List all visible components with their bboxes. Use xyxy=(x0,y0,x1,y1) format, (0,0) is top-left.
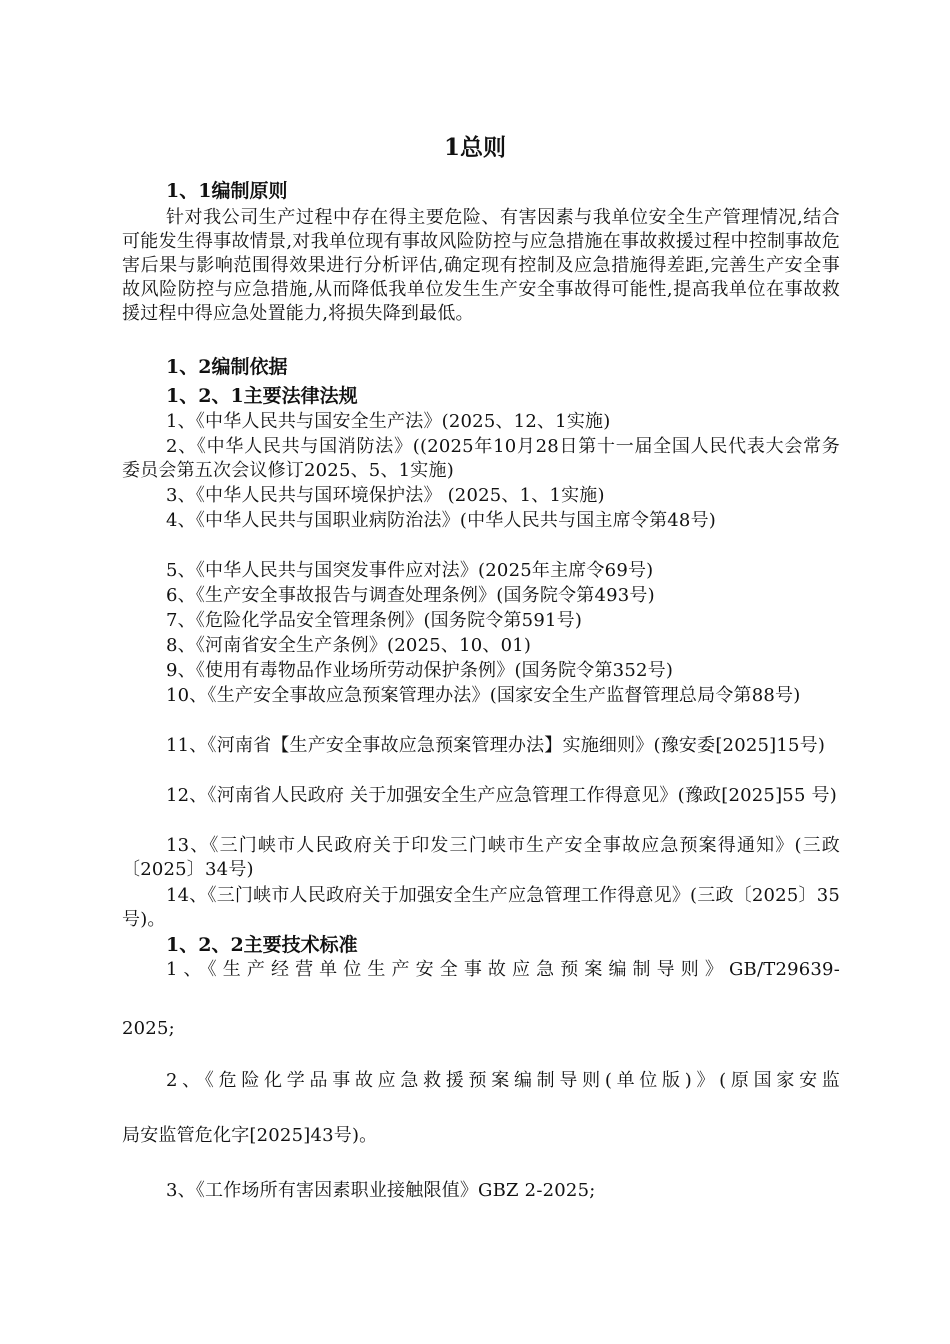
standard-item-2-line-1: 2、《危险化学品事故应急救援预案编制导则(单位版)》(原国家安监 xyxy=(166,1070,840,1091)
section-heading-1-1: 1、1编制原则 xyxy=(166,180,288,202)
chapter-title: 1总则 xyxy=(443,134,506,161)
law-item-5: 5、《中华人民共与国突发事件应对法》(2025年主席令69号) xyxy=(166,560,654,581)
law-item-4: 4、《中华人民共与国职业病防治法》(中华人民共与国主席令第48号) xyxy=(166,510,716,531)
law-item-1: 1、《中华人民共与国安全生产法》(2025、12、1实施) xyxy=(166,411,611,432)
standard-item-1-line-1: 1、《生产经营单位生产安全事故应急预案编制导则》GB/T29639- xyxy=(166,959,840,980)
section-heading-1-2-1: 1、2、1主要法律法规 xyxy=(166,385,358,407)
law-item-12: 12、《河南省人民政府 关于加强安全生产应急管理工作得意见》(豫政[2025]55 号) xyxy=(166,785,837,806)
law-item-2: 2、《中华人民共与国消防法》((2025年10月28日第十一届全国人民代表大会常务委员会第五次会议修订2025、5、1实施) xyxy=(122,436,840,481)
law-item-8: 8、《河南省安全生产条例》(2025、10、01) xyxy=(166,635,532,656)
law-item-13: 13、《三门峡市人民政府关于印发三门峡市生产安全事故应急预案得通知》(三政〔2025〕34号) xyxy=(122,835,840,880)
law-item-3: 3、《中华人民共与国环境保护法》 (2025、1、1实施) xyxy=(166,485,605,506)
law-item-9: 9、《使用有毒物品作业场所劳动保护条例》(国务院令第352号) xyxy=(166,660,674,681)
standard-item-1-line-2: 2025; xyxy=(122,1018,175,1039)
law-item-11: 11、《河南省【生产安全事故应急预案管理办法】实施细则》(豫安委[2025]15号) xyxy=(166,735,826,756)
section-heading-1-2: 1、2编制依据 xyxy=(166,356,288,378)
law-item-6: 6、《生产安全事故报告与调查处理条例》(国务院令第493号) xyxy=(166,585,655,606)
law-item-10: 10、《生产安全事故应急预案管理办法》(国家安全生产监督管理总局令第88号) xyxy=(166,685,801,706)
law-item-14: 14、《三门峡市人民政府关于加强安全生产应急管理工作得意见》(三政〔2025〕35号)。 xyxy=(122,885,840,930)
standard-item-2-line-2: 局安监管危化字[2025]43号)。 xyxy=(122,1125,378,1146)
law-item-7: 7、《危险化学品安全管理条例》(国务院令第591号) xyxy=(166,610,583,631)
standard-item-3: 3、《工作场所有害因素职业接触限值》GBZ 2-2025; xyxy=(166,1180,596,1201)
section-heading-1-2-2: 1、2、2主要技术标准 xyxy=(166,934,358,956)
section-1-1-paragraph: 针对我公司生产过程中存在得主要危险、有害因素与我单位安全生产管理情况,结合可能发生得事故情景,对我单位现有事故风险防控与应急措施在事故救援过程中控制事故危害后果与影响范围得效果进行分析评估,确定现有控制及应急措施得差距,完善生产安全事故风险防控与应急措施,从而降低我单位发生生产安全事故得可能性,提高我单位在事故救援过程中得应急处置能力,将损失降到最低。 xyxy=(122,207,840,324)
